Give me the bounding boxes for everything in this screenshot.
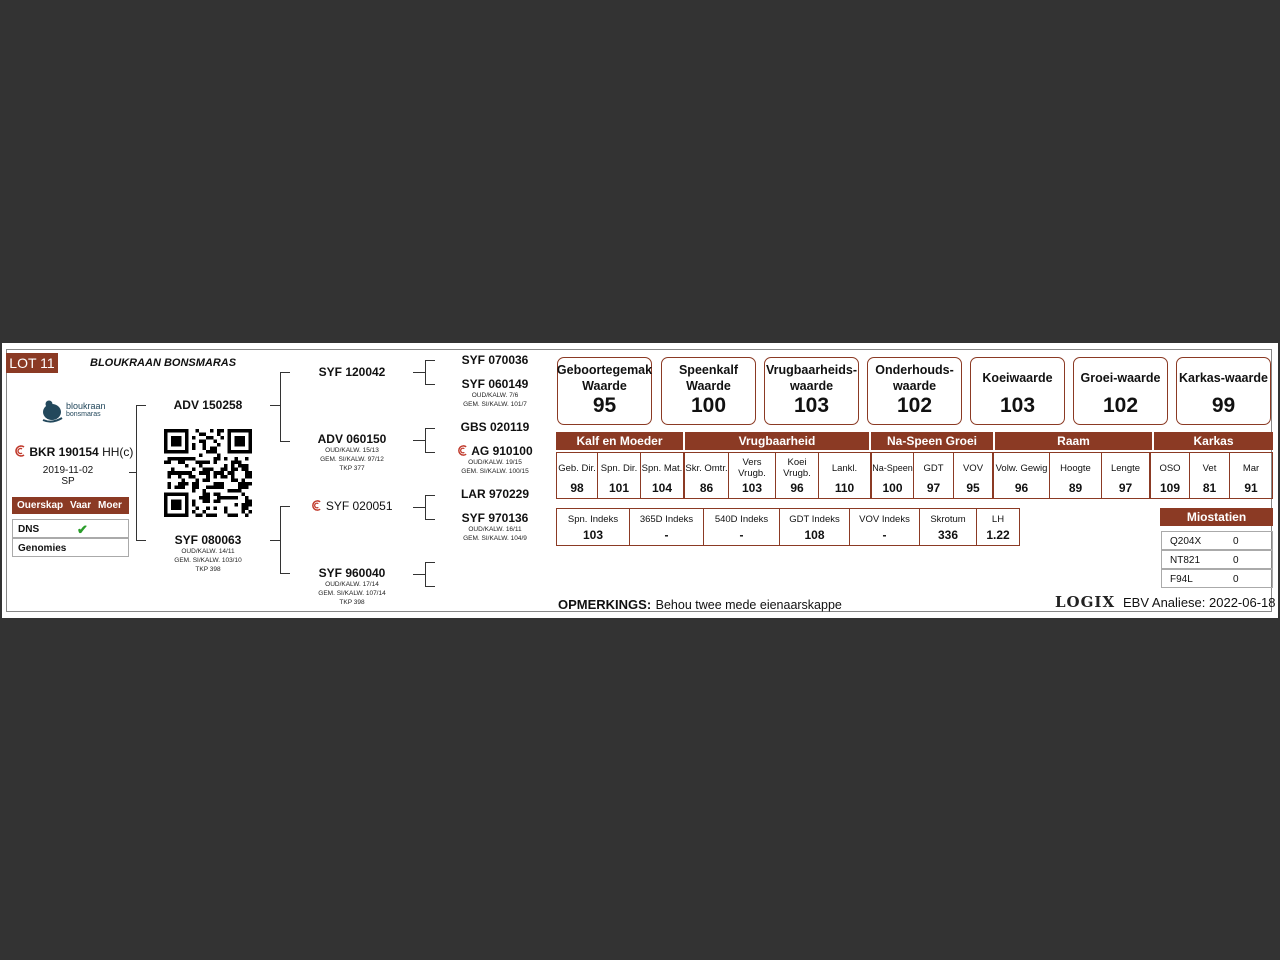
trait-label: Vet	[1202, 462, 1217, 474]
miostatien-row	[1161, 550, 1273, 569]
ownership-row-label: Genomies	[18, 543, 67, 554]
trait-cell	[954, 453, 994, 498]
farm-logo	[40, 398, 110, 424]
ebv-value: 103	[999, 394, 1036, 417]
dam-dam	[302, 566, 402, 607]
index-value: -	[882, 528, 887, 542]
ebv-label: Speenkalf Waarde	[678, 363, 739, 393]
trait-label: VOV	[962, 462, 984, 474]
section-header: Raam	[995, 432, 1152, 450]
dam-id: SYF 080063	[174, 533, 242, 547]
trait-cell	[685, 453, 729, 498]
ebv-box	[557, 357, 652, 425]
pedigree-connector	[270, 540, 281, 541]
target-marker-icon	[457, 445, 468, 456]
index-cell	[920, 509, 977, 545]
pedigree-connector	[425, 452, 435, 453]
index-table	[556, 508, 1020, 546]
animal-suffix: HH(c)	[102, 445, 134, 459]
trait-value: 96	[790, 481, 804, 495]
sire-id: ADV 150258	[173, 398, 243, 412]
dam-dam-detail: OUD/KALW. 17/14	[325, 581, 379, 588]
ownership-col-3: Moer	[98, 500, 122, 511]
traits-table	[556, 452, 1273, 499]
trait-cell	[914, 453, 954, 498]
ownership-col-2: Vaar	[70, 500, 92, 511]
dds	[445, 487, 545, 501]
trait-label: Geb. Dir.	[558, 462, 596, 474]
logo-text-1: bloukraan	[66, 401, 106, 411]
target-marker-icon	[311, 500, 322, 511]
pedigree-connector	[129, 472, 137, 473]
pedigree-connector	[136, 540, 146, 541]
animal-id: BKR 190154	[29, 445, 99, 459]
trait-value: 110	[834, 481, 855, 495]
index-value: -	[664, 528, 669, 542]
lot-badge: LOT 11	[6, 353, 58, 373]
pedigree-connector	[136, 405, 146, 406]
trait-cell	[819, 453, 872, 498]
trait-value: 97	[926, 481, 941, 495]
ownership-row-genomies	[12, 538, 129, 557]
miostatien-key: F94L	[1170, 574, 1193, 585]
trait-label: GDT	[923, 462, 944, 474]
ebv-value: 99	[1211, 394, 1236, 417]
ebv-label: Geboortegemak Waarde	[556, 363, 653, 393]
ssd-detail: OUD/KALW. 7/6	[471, 392, 519, 399]
ddd-detail: GEM. SI/KALW. 104/9	[463, 535, 527, 542]
ebv-value: 100	[690, 394, 727, 417]
ebv-value: 102	[1102, 394, 1139, 417]
trait-label: Koei Vrugb.	[783, 457, 811, 479]
ebv-box	[1176, 357, 1271, 425]
section-header: Na-Speen Groei	[871, 432, 993, 450]
logo-text-2: bonsmaras	[66, 411, 101, 418]
sss	[445, 353, 545, 367]
ssd	[445, 377, 545, 409]
animal-code: SP	[61, 476, 75, 487]
logo-bird-icon	[40, 398, 64, 424]
ebv-value: 102	[896, 394, 933, 417]
analysis-date: EBV Analiese: 2022-06-18	[1123, 595, 1276, 610]
animal-id-row	[14, 445, 133, 459]
trait-label: Mar	[1242, 462, 1260, 474]
pedigree-connector	[413, 507, 425, 508]
qr-code	[164, 429, 252, 517]
sdd-detail: OUD/KALW. 19/15	[468, 459, 522, 466]
index-label: LH	[991, 513, 1005, 525]
farm-name: BLOUKRAAN BONSMARAS	[90, 357, 237, 369]
pedigree-connector	[425, 495, 435, 496]
index-label: 540D Indeks	[714, 513, 769, 525]
miostatien-row	[1161, 531, 1273, 550]
ebv-label: Groei-waarde	[1080, 371, 1161, 385]
ebv-value: 103	[793, 394, 830, 417]
remarks-label: OPMERKINGS:	[558, 597, 652, 612]
trait-label: Spn. Dir.	[600, 462, 638, 474]
trait-value: 103	[741, 481, 763, 495]
animal-date: 2019-11-02	[42, 465, 94, 476]
trait-label: Skr. Omtr.	[685, 462, 728, 474]
index-value: 108	[804, 528, 825, 542]
trait-cell	[557, 453, 598, 498]
pedigree-connector	[280, 372, 290, 373]
ebv-box	[970, 357, 1065, 425]
trait-label: Volw. Gewig	[995, 462, 1048, 474]
trait-value: 109	[1159, 481, 1181, 495]
pedigree-connector	[413, 372, 425, 373]
pedigree-connector	[425, 562, 426, 586]
trait-value: 98	[570, 481, 584, 495]
sdd-id: AG 910100	[471, 444, 533, 458]
miostatien-key: NT821	[1170, 555, 1201, 566]
trait-value: 104	[651, 481, 673, 495]
sire-dam-detail: GEM. SI/KALW. 97/12	[320, 456, 384, 463]
ebv-box	[1073, 357, 1168, 425]
dam	[158, 533, 258, 574]
trait-cell	[641, 453, 685, 498]
trait-label: Vers Vrugb.	[738, 457, 766, 479]
trait-label: Spn. Mat.	[641, 462, 683, 474]
dam-detail: OUD/KALW. 14/11	[181, 548, 235, 555]
ssd-detail: GEM. SI/KALW. 101/7	[463, 401, 527, 408]
ebv-value: 95	[592, 394, 617, 417]
trait-value: 97	[1118, 481, 1133, 495]
remarks-text: Behou twee mede eienaarskappe	[655, 598, 842, 612]
sire-dam-detail: OUD/KALW. 15/13	[325, 447, 379, 454]
trait-cell	[1190, 453, 1230, 498]
section-header: Kalf en Moeder	[556, 432, 683, 450]
ebv-label: Vrugbaarheids-waarde	[766, 363, 857, 393]
miostatien-value: 0	[1233, 536, 1239, 547]
sds	[445, 420, 545, 434]
miostatien-row	[1161, 569, 1273, 588]
miostatien-key: Q204X	[1170, 536, 1202, 547]
sire	[158, 398, 258, 412]
trait-value: 101	[608, 481, 630, 495]
pedigree-connector	[270, 405, 281, 406]
pedigree-connector	[280, 441, 290, 442]
trait-cell	[1102, 453, 1151, 498]
trait-cell	[729, 453, 776, 498]
ebv-box	[764, 357, 859, 425]
dam-sire-id: SYF 020051	[325, 499, 393, 513]
ddd	[445, 511, 545, 543]
pedigree-connector	[280, 372, 281, 442]
index-cell	[977, 509, 1019, 545]
trait-cell	[776, 453, 819, 498]
pedigree-connector	[425, 360, 426, 384]
index-value: 336	[937, 528, 959, 542]
pedigree-connector	[413, 574, 425, 575]
ebv-label: Onderhouds-waarde	[875, 363, 954, 393]
remarks	[558, 596, 842, 614]
trait-cell	[872, 453, 914, 498]
pedigree-connector	[280, 506, 290, 507]
dam-dam-detail: GEM. SI/KALW. 107/14	[318, 590, 386, 597]
trait-label: OSO	[1159, 462, 1181, 474]
brand-logo: LOGIX	[1055, 593, 1116, 611]
pedigree-connector	[425, 360, 435, 361]
sire-dam-detail: TKP 377	[339, 465, 365, 472]
ebv-label: Karkas-waarde	[1179, 371, 1268, 385]
trait-cell	[1050, 453, 1102, 498]
trait-label: Lankl.	[831, 462, 858, 474]
sdd	[445, 444, 545, 476]
sds-id: GBS 020119	[460, 420, 530, 434]
pedigree-connector	[413, 440, 425, 441]
sire-sire-id: SYF 120042	[318, 365, 386, 379]
index-cell	[850, 509, 920, 545]
pedigree-connector	[425, 428, 426, 452]
ebv-label: Koeiwaarde	[982, 371, 1053, 385]
ssd-id: SYF 060149	[461, 377, 529, 391]
dam-detail: GEM. SI/KALW. 103/10	[174, 557, 242, 564]
pedigree-connector	[425, 428, 435, 429]
dam-sire	[302, 499, 402, 513]
trait-label: Lengte	[1110, 462, 1141, 474]
trait-cell	[1230, 453, 1272, 498]
trait-value: 91	[1244, 481, 1258, 495]
sss-id: SYF 070036	[461, 353, 529, 367]
miostatien-value: 0	[1233, 555, 1239, 566]
index-value: -	[739, 528, 744, 542]
trait-value: 81	[1202, 481, 1217, 495]
pedigree-connector	[280, 573, 290, 574]
sire-sire	[302, 365, 402, 379]
index-value: 103	[582, 528, 604, 542]
pedigree-connector	[425, 562, 435, 563]
pedigree-connector	[425, 384, 435, 385]
trait-value: 89	[1068, 481, 1083, 495]
index-cell	[630, 509, 704, 545]
trait-label: Na-Speen	[872, 462, 913, 473]
ownership-row-dns	[12, 519, 129, 538]
trait-value: 96	[1014, 481, 1029, 495]
dds-id: LAR 970229	[460, 487, 530, 501]
index-label: VOV Indeks	[859, 513, 910, 525]
ownership-header	[12, 497, 129, 514]
trait-cell	[598, 453, 641, 498]
checkmark-icon: ✔	[77, 522, 88, 537]
index-label: 365D Indeks	[639, 513, 694, 525]
section-header: Vrugbaarheid	[685, 432, 869, 450]
trait-cell	[994, 453, 1050, 498]
trait-value: 86	[699, 481, 714, 495]
ddd-detail: OUD/KALW. 16/11	[468, 526, 522, 533]
sire-dam	[302, 432, 402, 473]
sire-dam-id: ADV 060150	[317, 432, 387, 446]
pedigree-connector	[425, 519, 435, 520]
index-label: GDT Indeks	[789, 513, 840, 525]
target-marker-icon	[14, 445, 26, 457]
trait-cell	[1151, 453, 1190, 498]
ownership-col-1: Ouerskap	[17, 500, 64, 511]
ebv-box	[661, 357, 756, 425]
dam-dam-id: SYF 960040	[318, 566, 386, 580]
trait-label: Hoogte	[1060, 462, 1091, 474]
index-label: Spn. Indeks	[567, 513, 619, 525]
ddd-id: SYF 970136	[461, 511, 529, 525]
index-cell	[704, 509, 780, 545]
trait-value: 100	[882, 481, 903, 495]
dam-detail: TKP 398	[195, 566, 221, 573]
dam-dam-detail: TKP 398	[339, 599, 365, 606]
pedigree-connector	[425, 586, 435, 587]
trait-value: 95	[966, 481, 980, 495]
ownership-row-label: DNS	[18, 524, 40, 535]
index-value: 1.22	[986, 528, 1010, 542]
ebv-box	[867, 357, 962, 425]
miostatien-value: 0	[1233, 574, 1239, 585]
index-cell	[780, 509, 850, 545]
miostatien-header: Miostatien	[1160, 508, 1273, 526]
sdd-detail: GEM. SI/KALW. 100/15	[461, 468, 529, 475]
index-label: Skrotum	[930, 513, 966, 525]
section-header: Karkas	[1154, 432, 1273, 450]
index-cell	[557, 509, 630, 545]
pedigree-connector	[425, 495, 426, 519]
